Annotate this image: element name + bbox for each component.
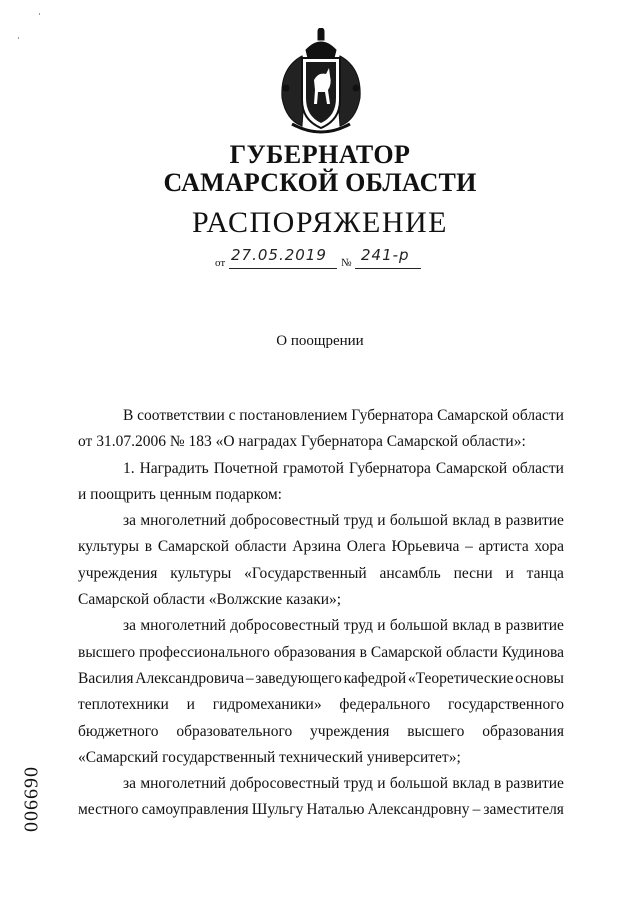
body-word: развитие: [505, 775, 564, 793]
body-word: большой: [389, 512, 449, 530]
body-word: за: [123, 775, 137, 793]
body-word: с: [228, 407, 236, 424]
number-underline: [355, 268, 421, 269]
body-word: В: [123, 407, 134, 424]
scan-speck: ·: [38, 10, 41, 20]
body-word: ансамбль: [379, 564, 441, 582]
body-line: [78, 613, 564, 639]
body-word: –: [472, 801, 481, 819]
body-word: гидромеханики»: [212, 696, 322, 714]
body-word: культуры: [78, 538, 140, 556]
body-word: –: [245, 669, 254, 687]
issuer-region: САМАРСКОЙ ОБЛАСТИ: [163, 168, 477, 197]
date-value: 27.05.2019: [231, 246, 327, 264]
body-word: федерального: [339, 696, 431, 714]
body-line: [78, 719, 564, 745]
body-word: в: [494, 775, 502, 793]
body-word: области: [512, 407, 564, 424]
body-word: в: [494, 617, 502, 635]
body-word: добросовестный: [230, 617, 340, 635]
body-word: добросовестный: [230, 512, 340, 530]
body-word: Самарской: [370, 643, 443, 661]
body-word: Юрьевича: [391, 538, 460, 556]
body-line: [78, 456, 564, 482]
document-type: РАСПОРЯЖЕНИЕ: [191, 206, 449, 239]
date-label: от: [215, 257, 226, 269]
body-word: труд: [343, 775, 373, 793]
body-word: артиста: [478, 538, 529, 556]
body-line: «Самарский государственный технический университет»;: [78, 748, 461, 766]
document-body: [78, 403, 564, 824]
body-word: в: [494, 512, 502, 530]
body-word: многолетний: [140, 512, 226, 530]
body-word: хора: [534, 538, 564, 556]
document-subject: О поощрении: [276, 333, 364, 349]
body-word: Александровича: [135, 669, 245, 687]
body-word: заведующего: [255, 669, 342, 687]
body-word: в: [144, 538, 153, 556]
body-word: вклад: [452, 775, 490, 793]
body-word: и: [377, 512, 386, 530]
body-word: области: [446, 643, 498, 661]
issuer-title: ГУБЕРНАТОР: [229, 140, 411, 169]
body-line: [78, 640, 564, 666]
body-word: высшего: [407, 722, 465, 740]
scan-speck: ·: [17, 34, 20, 44]
body-word: местного: [78, 801, 139, 819]
body-word: Самарской: [437, 407, 509, 424]
body-word: «Теоретические: [407, 669, 514, 687]
body-line: [78, 771, 564, 797]
body-word: и: [186, 696, 195, 714]
body-line: [78, 797, 564, 823]
body-word: и: [505, 564, 514, 582]
body-line: [78, 508, 564, 534]
registration-number: 006690: [20, 766, 43, 832]
body-word: Губернатора: [351, 407, 434, 424]
body-word: образования: [273, 643, 356, 661]
body-word: «Государственный: [244, 564, 367, 582]
body-word: Олега: [346, 538, 386, 556]
body-word: добросовестный: [230, 775, 340, 793]
body-word: самоуправления: [141, 801, 249, 819]
body-word: песни: [453, 564, 493, 582]
body-line: от 31.07.2006 № 183 «О наградах Губернатора Самарской области»:: [78, 433, 526, 451]
body-word: профессионального: [139, 643, 270, 661]
body-word: многолетний: [140, 775, 226, 793]
body-word: кафедрой: [343, 669, 407, 687]
body-word: Арзина: [292, 538, 341, 556]
body-word: области: [512, 459, 564, 477]
body-word: Почетной: [213, 459, 279, 477]
body-word: грамотой: [283, 459, 344, 477]
samara-coat-of-arms-icon: [272, 28, 370, 140]
body-line: [78, 534, 564, 560]
body-word: образования: [482, 722, 564, 740]
body-word: учреждения: [310, 722, 390, 740]
body-word: Василия: [78, 669, 134, 687]
body-word: бюджетного: [78, 722, 159, 740]
body-word: многолетний: [140, 617, 226, 635]
body-word: за: [123, 617, 137, 635]
body-word: теплотехники: [78, 696, 169, 714]
body-word: вклад: [452, 617, 490, 635]
body-word: Самарской: [435, 459, 508, 477]
body-word: в: [359, 643, 367, 661]
number-label: №: [341, 257, 352, 269]
body-word: 1.: [123, 459, 135, 477]
body-word: труд: [343, 617, 373, 635]
body-word: Наградить: [139, 459, 209, 477]
body-line: [78, 666, 564, 692]
body-word: культуры: [170, 564, 232, 582]
body-word: Кудинова: [501, 643, 564, 661]
date-number-line: [215, 246, 435, 272]
body-word: вклад: [452, 512, 490, 530]
date-underline: [229, 268, 337, 269]
body-word: постановлением: [239, 407, 348, 424]
body-line: Самарской области «Волжские казаки»;: [78, 591, 342, 609]
body-word: Самарской: [157, 538, 230, 556]
body-word: основы: [515, 669, 564, 687]
body-word: Александровну: [367, 801, 470, 819]
number-value: 241-р: [361, 246, 410, 264]
body-word: государственного: [448, 696, 564, 714]
body-word: Шульгу: [251, 801, 304, 819]
body-line: [78, 561, 564, 587]
body-line: [78, 692, 564, 718]
body-word: за: [123, 512, 137, 530]
body-word: большой: [389, 617, 449, 635]
body-word: учреждения: [78, 564, 158, 582]
body-word: соответствии: [137, 407, 225, 424]
body-word: развитие: [505, 512, 564, 530]
body-word: Наталью: [306, 801, 365, 819]
body-word: высшего: [78, 643, 136, 661]
body-word: и: [377, 617, 386, 635]
body-line: и поощрить ценным подарком:: [78, 485, 282, 503]
body-word: танца: [526, 564, 564, 582]
body-word: большой: [389, 775, 449, 793]
body-word: и: [377, 775, 386, 793]
body-word: образовательного: [176, 722, 293, 740]
body-word: Губернатора: [348, 459, 431, 477]
registration-number-stamp: [12, 768, 52, 830]
body-word: труд: [343, 512, 373, 530]
body-word: развитие: [505, 617, 564, 635]
body-word: области: [234, 538, 287, 556]
body-word: заместителя: [483, 801, 564, 819]
body-line: [78, 403, 564, 429]
body-word: –: [465, 538, 473, 556]
